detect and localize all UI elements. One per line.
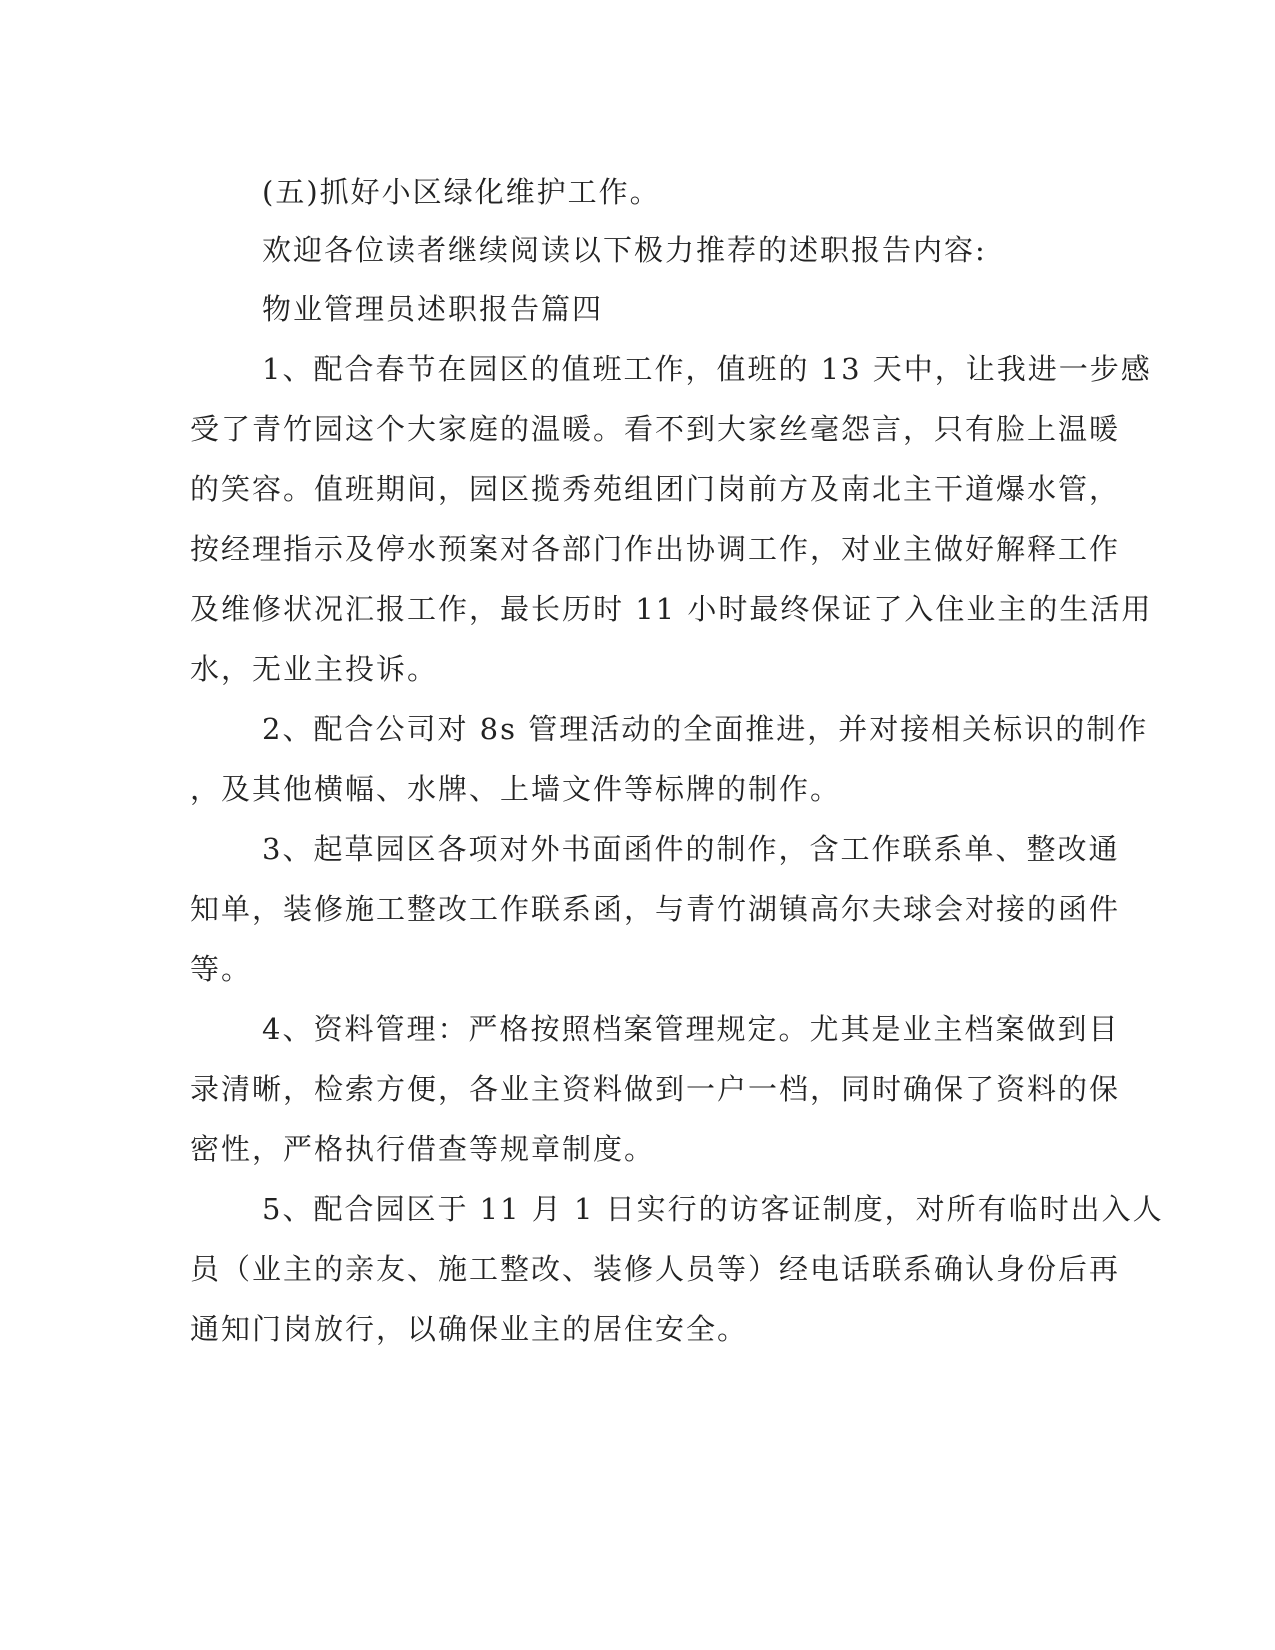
paragraph-line: 等。 xyxy=(190,952,253,986)
paragraph-line: 及维修状况汇报工作，最长历时 11 小时最终保证了入住业主的生活用 xyxy=(190,592,1153,626)
paragraph-line: 1、配合春节在园区的值班工作，值班的 13 天中，让我进一步感 xyxy=(262,352,1152,386)
section-heading-five: (五)抓好小区绿化维护工作。 xyxy=(262,175,661,209)
paragraph-line: 受了青竹园这个大家庭的温暖。看不到大家丝毫怨言，只有脸上温暖 xyxy=(190,412,1121,446)
paragraph-line: 知单，装修施工整改工作联系函，与青竹湖镇高尔夫球会对接的函件 xyxy=(190,892,1121,926)
paragraph-line: 通知门岗放行，以确保业主的居住安全。 xyxy=(190,1312,749,1346)
document-body xyxy=(190,163,1164,1359)
paragraph-line: 3、起草园区各项对外书面函件的制作，含工作联系单、整改通 xyxy=(262,832,1120,866)
paragraph-line: 密性，严格执行借查等规章制度。 xyxy=(190,1132,656,1166)
paragraph-line: 2、配合公司对 8s 管理活动的全面推进，并对接相关标识的制作 xyxy=(262,712,1149,746)
paragraph-line: 水，无业主投诉。 xyxy=(190,652,439,686)
paragraph-line: ，及其他横幅、水牌、上墙文件等标牌的制作。 xyxy=(190,772,842,806)
paragraph-line: 员（业主的亲友、施工整改、装修人员等）经电话联系确认身份后再 xyxy=(190,1252,1121,1286)
paragraph-line: 的笑容。值班期间，园区揽秀苑组团门岗前方及南北主干道爆水管， xyxy=(190,472,1121,506)
article-title: 物业管理员述职报告篇四 xyxy=(262,292,604,326)
paragraph-line: 4、资料管理：严格按照档案管理规定。尤其是业主档案做到目 xyxy=(262,1012,1120,1046)
paragraph-line: 按经理指示及停水预案对各部门作出协调工作，对业主做好解释工作 xyxy=(190,532,1121,566)
paragraph-line: 5、配合园区于 11 月 1 日实行的访客证制度，对所有临时出入人 xyxy=(262,1192,1164,1226)
reader-invitation: 欢迎各位读者继续阅读以下极力推荐的述职报告内容: xyxy=(262,233,987,267)
paragraph-line: 录清晰，检索方便，各业主资料做到一户一档，同时确保了资料的保 xyxy=(190,1072,1121,1106)
